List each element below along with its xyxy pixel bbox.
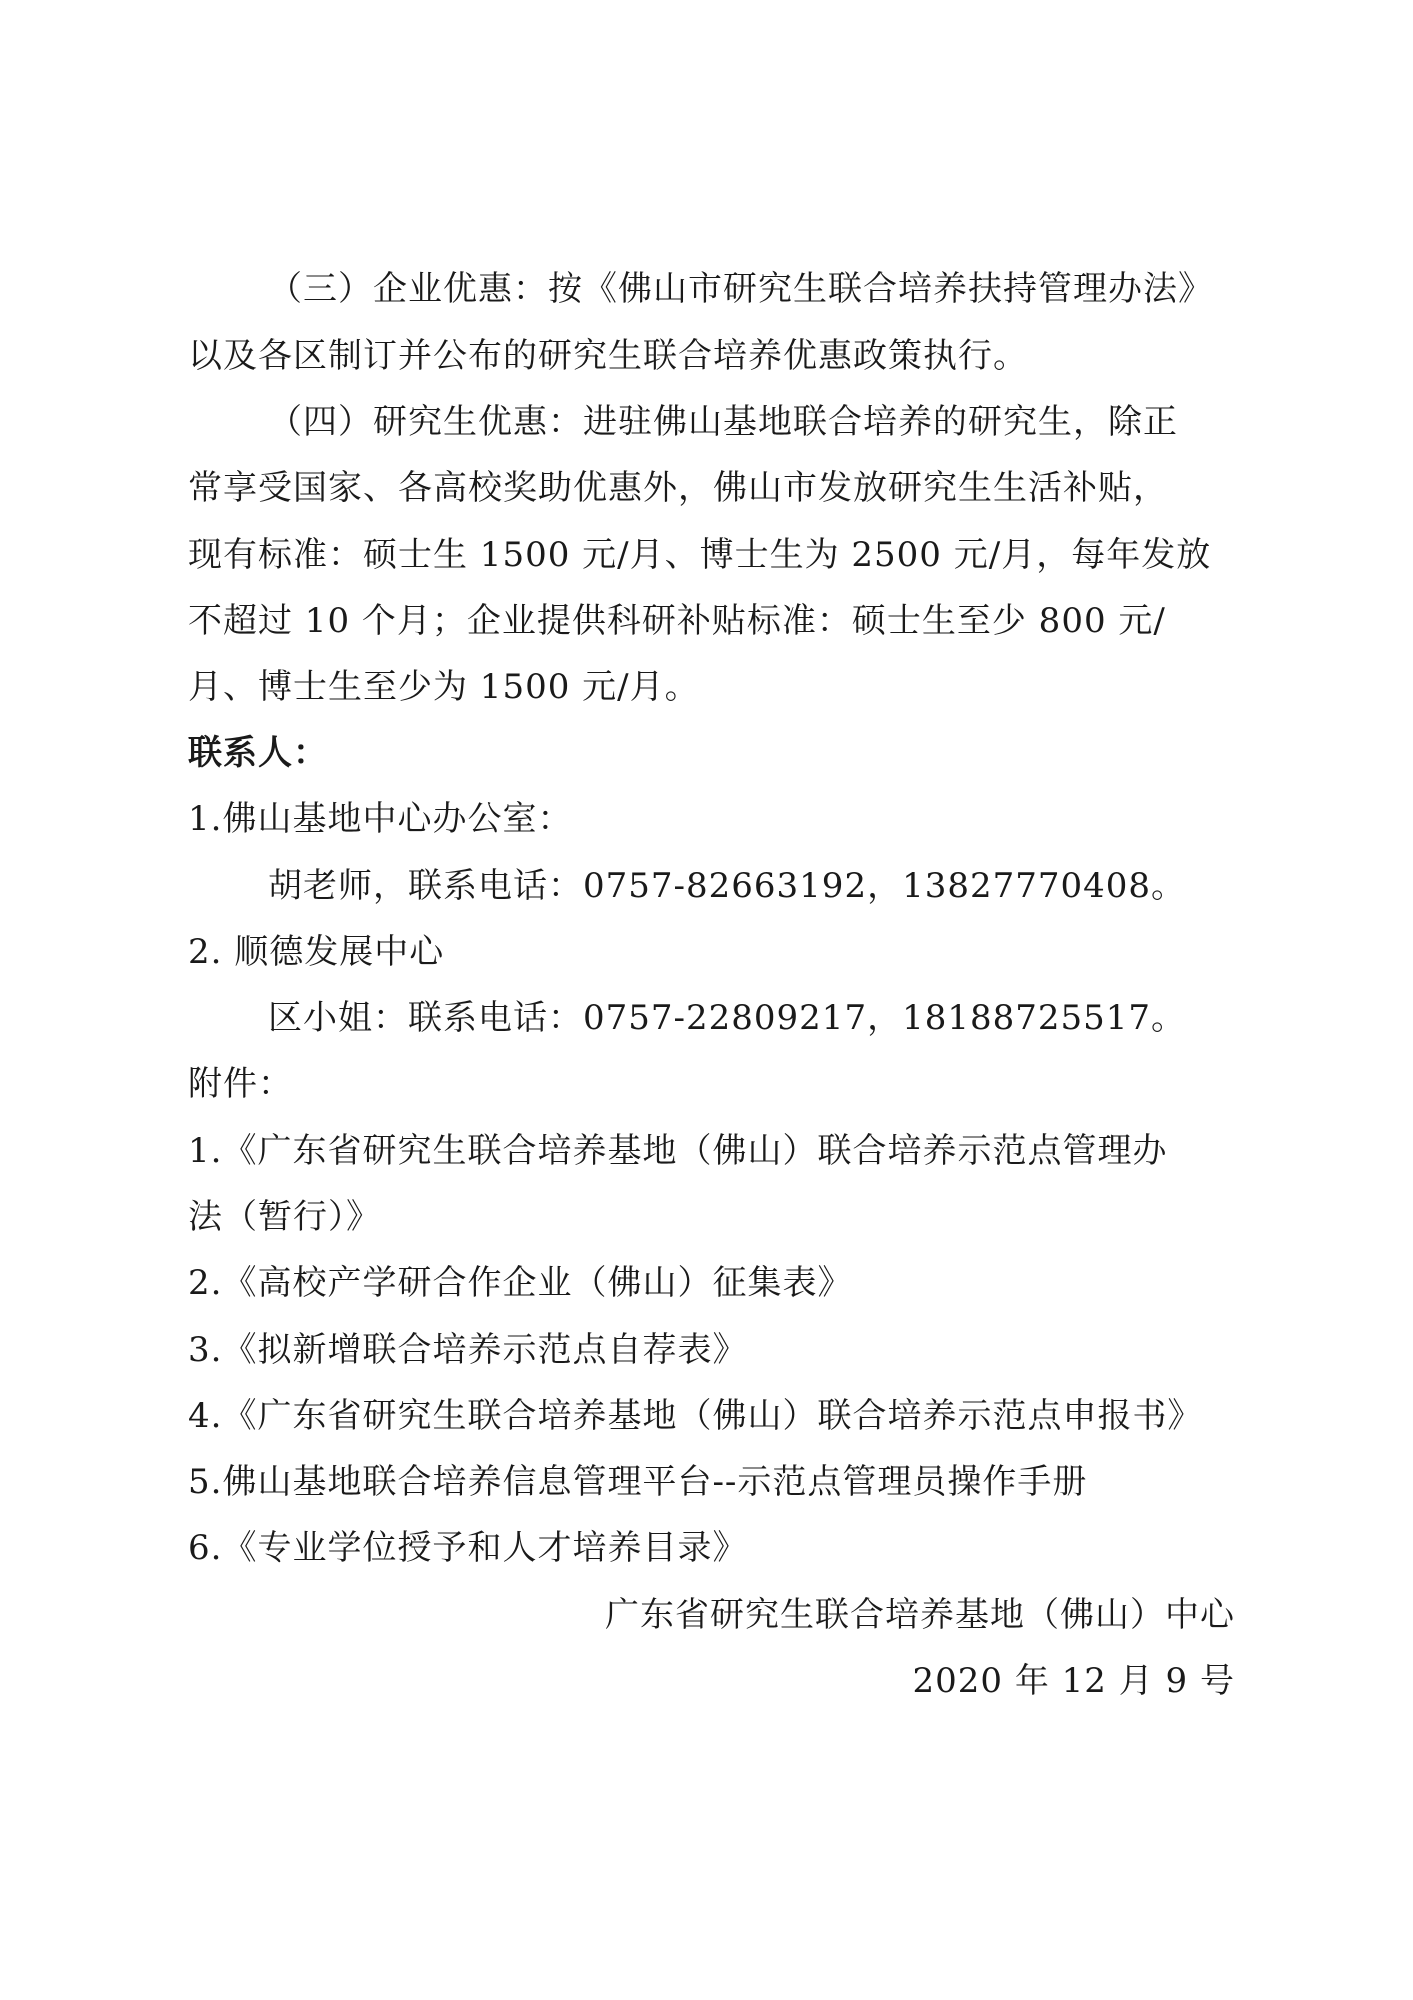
- paragraph-3-line-2: 以及各区制订并公布的研究生联合培养优惠政策执行。: [188, 336, 1028, 376]
- paragraph-4-line-2: 常享受国家、各高校奖助优惠外，佛山市发放研究生生活补贴，: [188, 468, 1168, 508]
- attachment-5: 5.佛山基地联合培养信息管理平台--示范点管理员操作手册: [188, 1462, 1088, 1502]
- attachment-1-line-2: 法（暂行）》: [188, 1197, 381, 1237]
- attachment-2: 2.《高校产学研合作企业（佛山）征集表》: [188, 1263, 853, 1303]
- contacts-heading: 联系人：: [188, 733, 328, 773]
- attachment-1-line-1: 1.《广东省研究生联合培养基地（佛山）联合培养示范点管理办: [188, 1131, 1168, 1171]
- signature-date: 2020 年 12 月 9 号: [912, 1661, 1235, 1701]
- contact-1-title: 1.佛山基地中心办公室：: [188, 799, 573, 839]
- paragraph-4-line-3: 现有标准：硕士生 1500 元/月、博士生为 2500 元/月，每年发放: [188, 535, 1212, 575]
- attachments-heading: 附件：: [188, 1064, 293, 1104]
- paragraph-4-line-5: 月、博士生至少为 1500 元/月。: [188, 667, 700, 707]
- contact-2-detail: 区小姐：联系电话：0757-22809217，18188725517。: [268, 998, 1187, 1038]
- contact-2-title: 2. 顺德发展中心: [188, 932, 445, 972]
- paragraph-4-line-4: 不超过 10 个月；企业提供科研补贴标准：硕士生至少 800 元/: [188, 601, 1166, 641]
- signature-organization: 广东省研究生联合培养基地（佛山）中心: [605, 1595, 1235, 1635]
- paragraph-3-line-1: （三）企业优惠：按《佛山市研究生联合培养扶持管理办法》: [268, 269, 1213, 309]
- attachment-6: 6.《专业学位授予和人才培养目录》: [188, 1528, 748, 1568]
- paragraph-4-line-1: （四）研究生优惠：进驻佛山基地联合培养的研究生，除正: [268, 402, 1178, 442]
- contact-1-detail: 胡老师，联系电话：0757-82663192，13827770408。: [268, 866, 1187, 906]
- attachment-4: 4.《广东省研究生联合培养基地（佛山）联合培养示范点申报书》: [188, 1396, 1203, 1436]
- attachment-3: 3.《拟新增联合培养示范点自荐表》: [188, 1330, 748, 1370]
